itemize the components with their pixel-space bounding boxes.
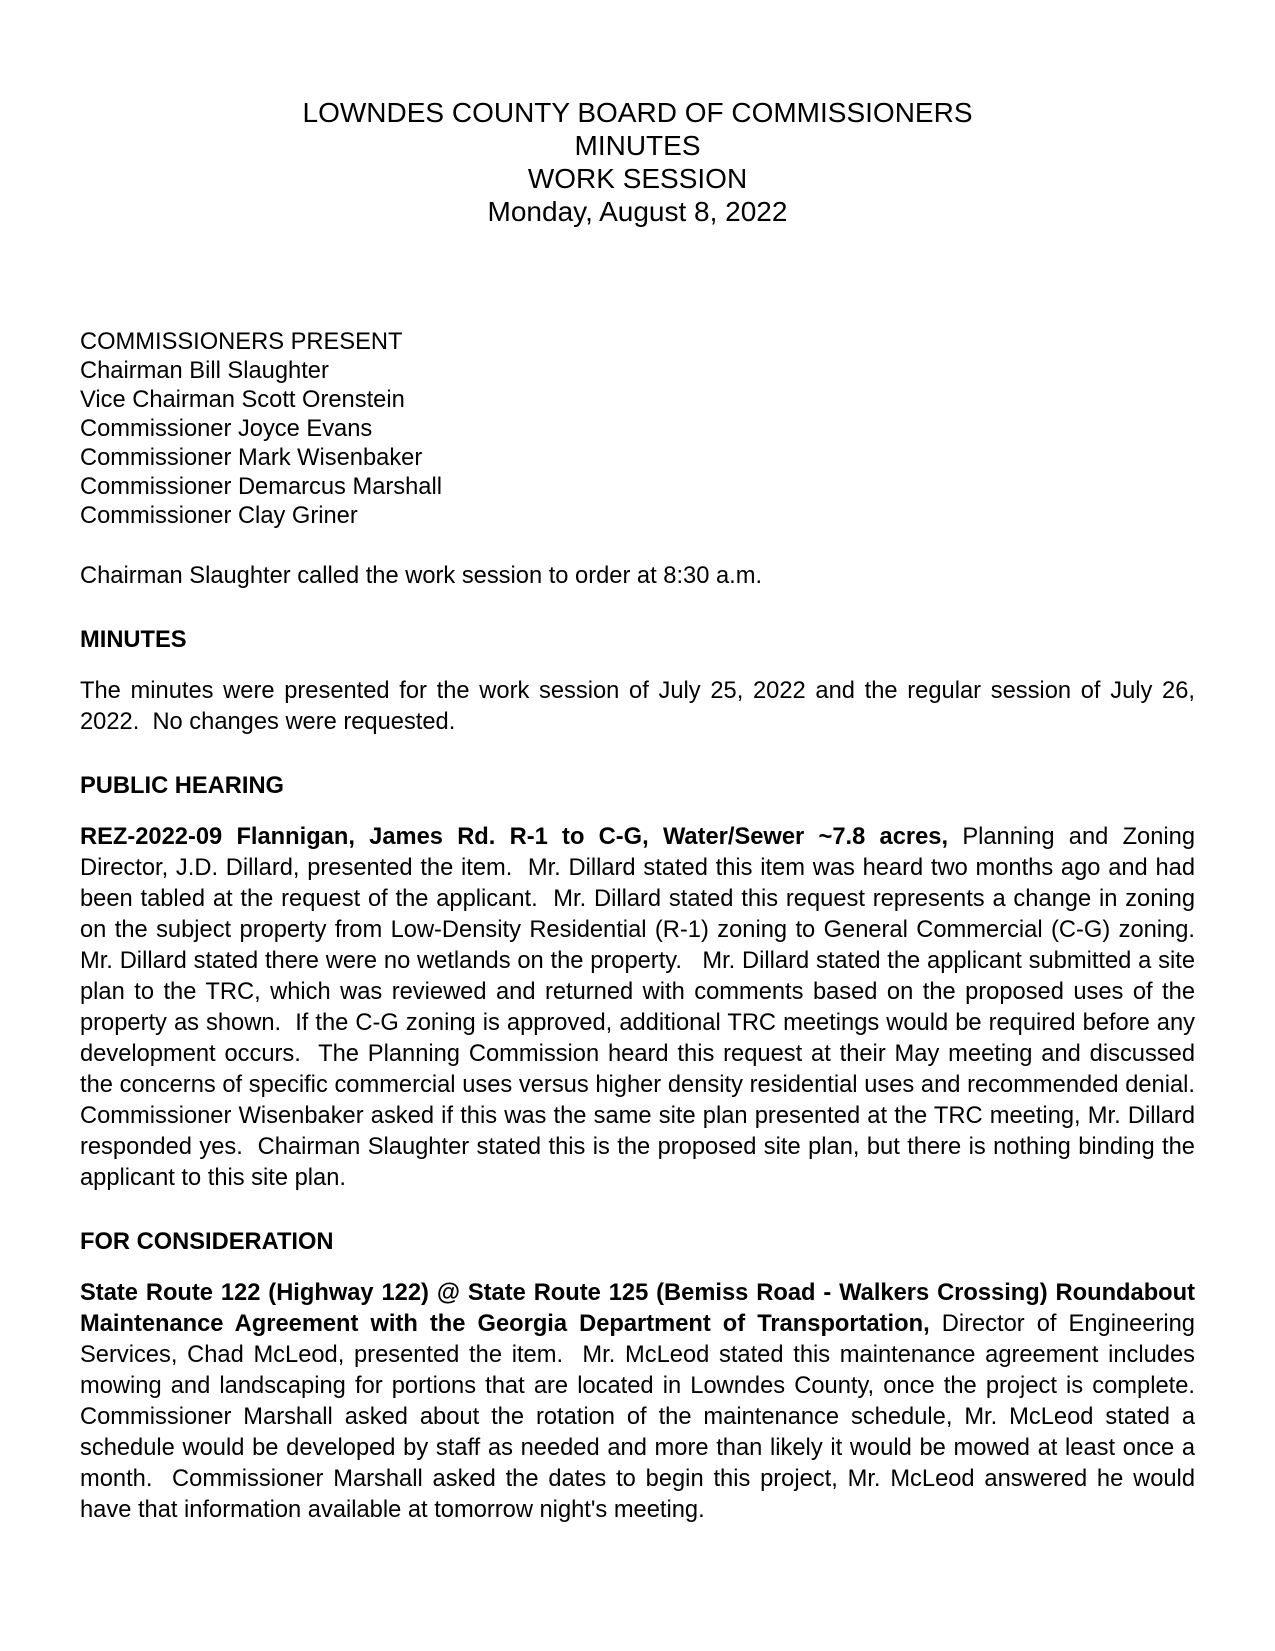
- section-for-consideration: [80, 1227, 1209, 1526]
- attendance-member: Commissioner Mark Wisenbaker: [80, 445, 423, 471]
- for-consideration-item-title: State Route 122 (Highway 122) @ State Route 125 (Bemiss Road - Walkers Crossing) Roundabout Maintenance Agreement with the Georgia Department of Transportation,: [80, 1280, 1202, 1337]
- section-minutes: [80, 625, 1202, 738]
- title-line-minutes: MINUTES: [574, 130, 701, 161]
- attendance-member: Commissioner Clay Griner: [80, 503, 358, 529]
- attendance-member: Commissioner Demarcus Marshall: [80, 474, 442, 500]
- minutes-paragraph: The minutes were presented for the work session of July 25, 2022 and the regular session of July 26, 2022. No changes were requested.: [80, 678, 1202, 735]
- attendance-member: Commissioner Joyce Evans: [80, 416, 373, 442]
- section-heading-minutes: MINUTES: [80, 627, 187, 653]
- section-heading-public-hearing: PUBLIC HEARING: [80, 773, 284, 799]
- public-hearing-item-body: Planning and Zoning Director, J.D. Dillard, presented the item. Mr. Dillard stated this item was heard two months ago and had been tabled at the request of the applicant. Mr. Dillard stated this request represents a change in zoning on the subject property from Low-Density Residential (R-1) zoning to General Commercial (C-G) zoning. Mr. Dillard stated there were no wetlands on the property. Mr. Dillard stated the applicant submitted a site plan to the TRC, which was reviewed and returned with comments based on the proposed uses of the property as shown. If the C-G zoning is approved, additional TRC meetings would be required before any development occurs. The Planning Commission heard this request at their May meeting and discussed the concerns of specific commercial uses versus higher density residential uses and recommended denial. Commissioner Wisenbaker asked if this was the same site plan presented at the TRC meeting, Mr. Dillard responded yes. Chairman Slaughter stated this is the proposed site plan, but there is nothing binding the applicant to this site plan.: [80, 824, 1209, 1191]
- attendance-member: Chairman Bill Slaughter: [80, 358, 329, 384]
- for-consideration-item-body: Director of Engineering Services, Chad McLeod, presented the item. Mr. McLeod stated this maintenance agreement includes mowing and landscaping for portions that are located in Lowndes County, once the project is complete. Commissioner Marshall asked about the rotation of the maintenance schedule, Mr. McLeod stated a schedule would be developed by staff as needed and more than likely it would be mowed at least once a month. Commissioner Marshall asked the dates to begin this project, Mr. McLeod answered he would have that information available at tomorrow night's meeting.: [80, 1311, 1209, 1523]
- for-consideration-item-paragraph: [80, 1278, 1209, 1526]
- document-title-block: [80, 96, 1195, 228]
- title-line-date: Monday, August 8, 2022: [487, 196, 788, 227]
- public-hearing-item-paragraph: [80, 822, 1209, 1194]
- section-public-hearing: [80, 771, 1209, 1194]
- attendance-block: [80, 328, 1195, 531]
- attendance-member: Vice Chairman Scott Orenstein: [80, 387, 405, 413]
- title-line-org: LOWNDES COUNTY BOARD OF COMMISSIONERS: [302, 97, 973, 128]
- public-hearing-item-title: REZ-2022-09 Flannigan, James Rd. R-1 to C-G, Water/Sewer ~7.8 acres,: [80, 824, 949, 850]
- section-heading-for-consideration: FOR CONSIDERATION: [80, 1229, 334, 1255]
- call-to-order: Chairman Slaughter called the work session to order at 8:30 a.m.: [80, 563, 763, 589]
- attendance-heading: COMMISSIONERS PRESENT: [80, 329, 403, 355]
- title-line-session-type: WORK SESSION: [527, 163, 748, 194]
